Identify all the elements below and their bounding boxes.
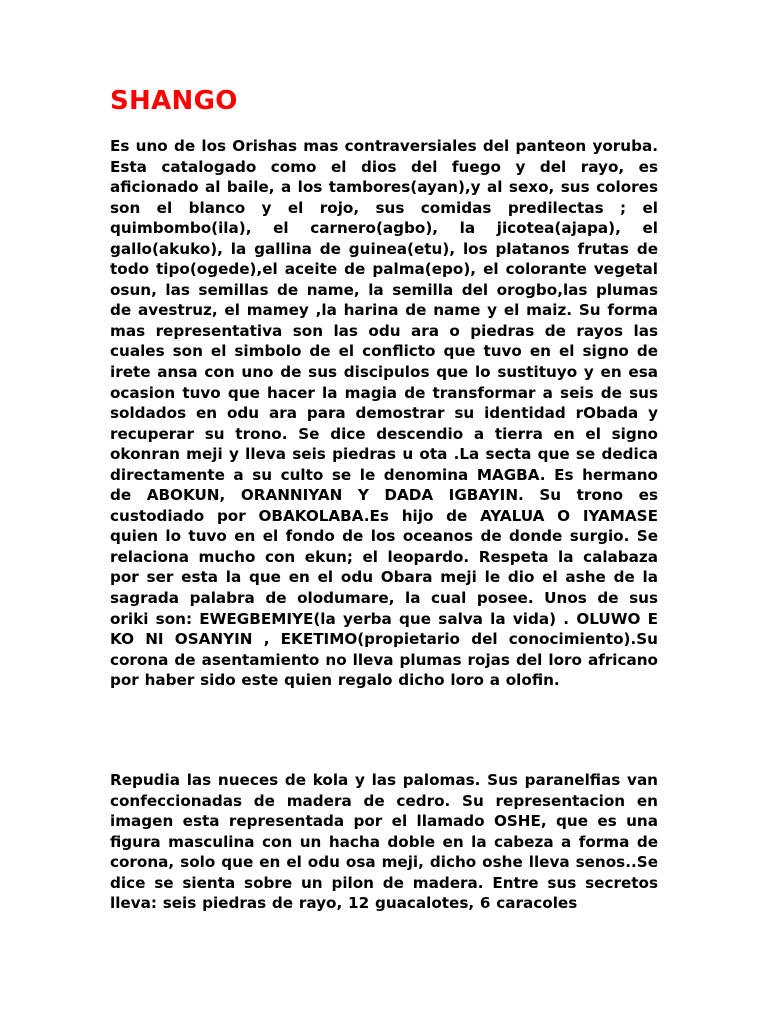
paragraph-2: Repudia las nueces de kola y las palomas. Sus paranelfias van confeccionadas de madera de cedro. Su representacion en imagen esta representada por el llamado OSHE, que es una figura masculina con un hacha doble en la cabeza a forma de corona, solo que en el odu osa meji, dicho oshe lleva senos..Se dice se sienta sobre un pilon de madera. Entre sus secretos lleva: seis piedras de rayo, 12 guacalotes, 6 caracoles	[110, 771, 658, 913]
document-title: SHANGO	[110, 86, 238, 116]
paragraph-1: Es uno de los Orishas mas contraversiales del panteon yoruba. Esta catalogado como el dios del fuego y del rayo, es aficionado al baile, a los tambores(ayan),y al sexo, sus colores son el blanco y el rojo, sus comidas predilectas ; el quimbombo(ila), el carnero(agbo), la jicotea(ajapa), el gallo(akuko), la gallina de guinea(etu), los platanos frutas de todo tipo(ogede),el aceite de palma(epo), el colorante vegetal osun, las semillas de name, la semilla del orogbo,las plumas de avestruz, el mamey ,la harina de name y el maiz. Su forma mas representativa son las odu ara o piedras de rayos las cuales son el simbolo de el conflicto que tuvo en el signo de irete ansa con uno de sus discipulos que lo sustituyo y en esa ocasion tuvo que hacer la magia de transformar a seis de sus soldados en odu ara para demostrar su identidad rObada y recuperar su trono. Se dice descendio a tierra en el signo okonran meji y lleva seis piedras u ota .La secta que se dedica directamente a su culto se le denomina MAGBA. Es hermano de ABOKUN, ORANNIYAN Y DADA IGBAYIN. Su trono es custodiado por OBAKOLABA.Es hijo de AYALUA O IYAMASE quien lo tuvo en el fondo de los oceanos de donde surgio. Se relaciona mucho con ekun; el leopardo. Respeta la calabaza por ser esta la que en el odu Obara meji le dio el ashe de la sagrada palabra de olodumare, la cual posee. Unos de sus oriki son: EWEGBEMIYE(la yerba que salva la vida) . OLUWO E KO NI OSANYIN , EKETIMO(propietario del conocimiento).Su corona de asentamiento no lleva plumas rojas del loro africano por haber sido este quien regalo dicho loro a olofin.	[110, 137, 658, 690]
